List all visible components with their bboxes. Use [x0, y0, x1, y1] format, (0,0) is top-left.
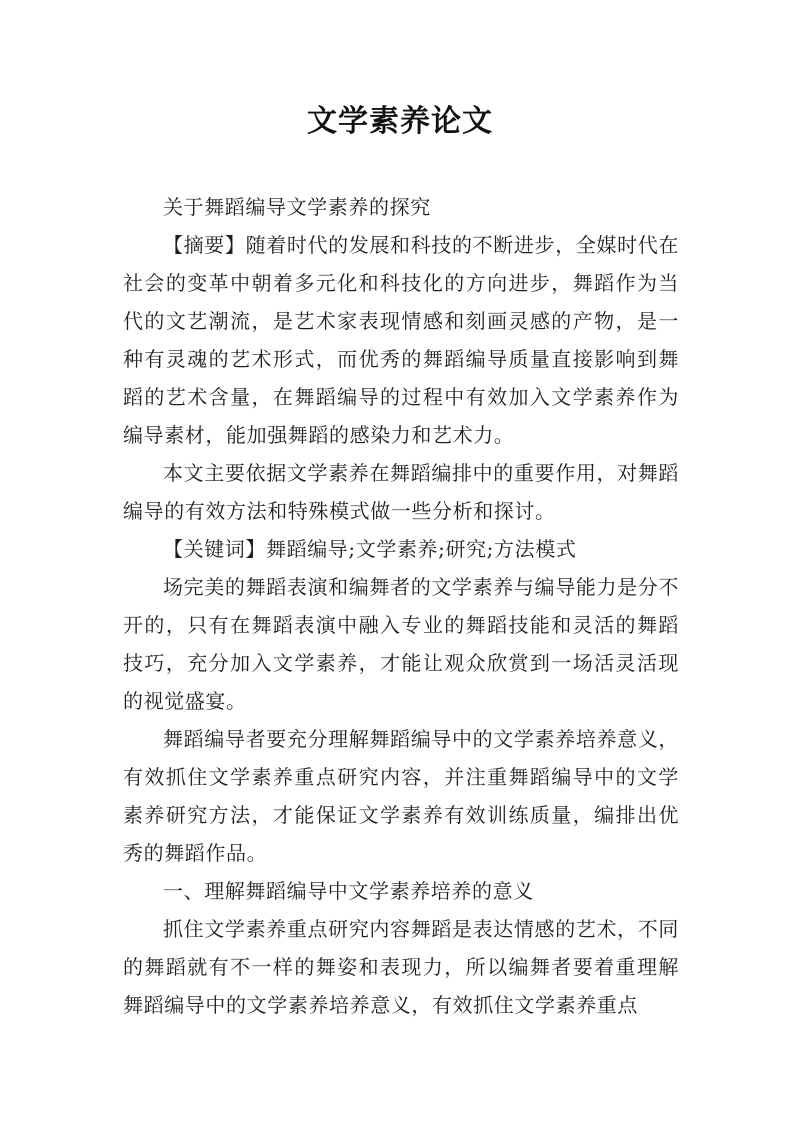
- body-paragraph: 场完美的舞蹈表演和编舞者的文学素养与编导能力是分不开的，只有在舞蹈表演中融入专业的舞蹈技能和灵活的舞蹈技巧，充分加入文学素养，才能让观众欣赏到一场活灵活现的视觉盛宴。: [123, 575, 679, 713]
- abstract-paragraph: 【摘要】随着时代的发展和科技的不断进步，全媒时代在社会的变革中朝着多元化和科技化的方向进步，舞蹈作为当代的文艺潮流，是艺术家表现情感和刻画灵感的产物，是一种有灵魂的艺术形式，而优秀的舞蹈编导质量直接影响到舞蹈的艺术含量，在舞蹈编导的过程中有效加入文学素养作为编导素材，能加强舞蹈的感染力和艺术力。: [123, 233, 679, 447]
- purpose-paragraph: 本文主要依据文学素养在舞蹈编排中的重要作用，对舞蹈编导的有效方法和特殊模式做一些分析和探讨。: [123, 461, 679, 523]
- document-body: [123, 188, 679, 1024]
- body-paragraph: 舞蹈编导者要充分理解舞蹈编导中的文学素养培养意义，有效抓住文学素养重点研究内容，并注重舞蹈编导中的文学素养研究方法，才能保证文学素养有效训练质量，编排出优秀的舞蹈作品。: [123, 727, 679, 865]
- body-paragraph: 抓住文学素养重点研究内容舞蹈是表达情感的艺术，不同的舞蹈就有不一样的舞姿和表现力，所以编舞者要着重理解舞蹈编导中的文学素养培养意义，有效抓住文学素养重点: [123, 917, 679, 1017]
- article-subtitle: 关于舞蹈编导文学素养的探究: [163, 195, 431, 219]
- section-heading: 一、理解舞蹈编导中文学素养培养的意义: [163, 879, 534, 903]
- document-title: 文学素养论文: [307, 104, 493, 139]
- keywords-paragraph: 【关键词】舞蹈编导;文学素养;研究;方法模式: [163, 537, 577, 561]
